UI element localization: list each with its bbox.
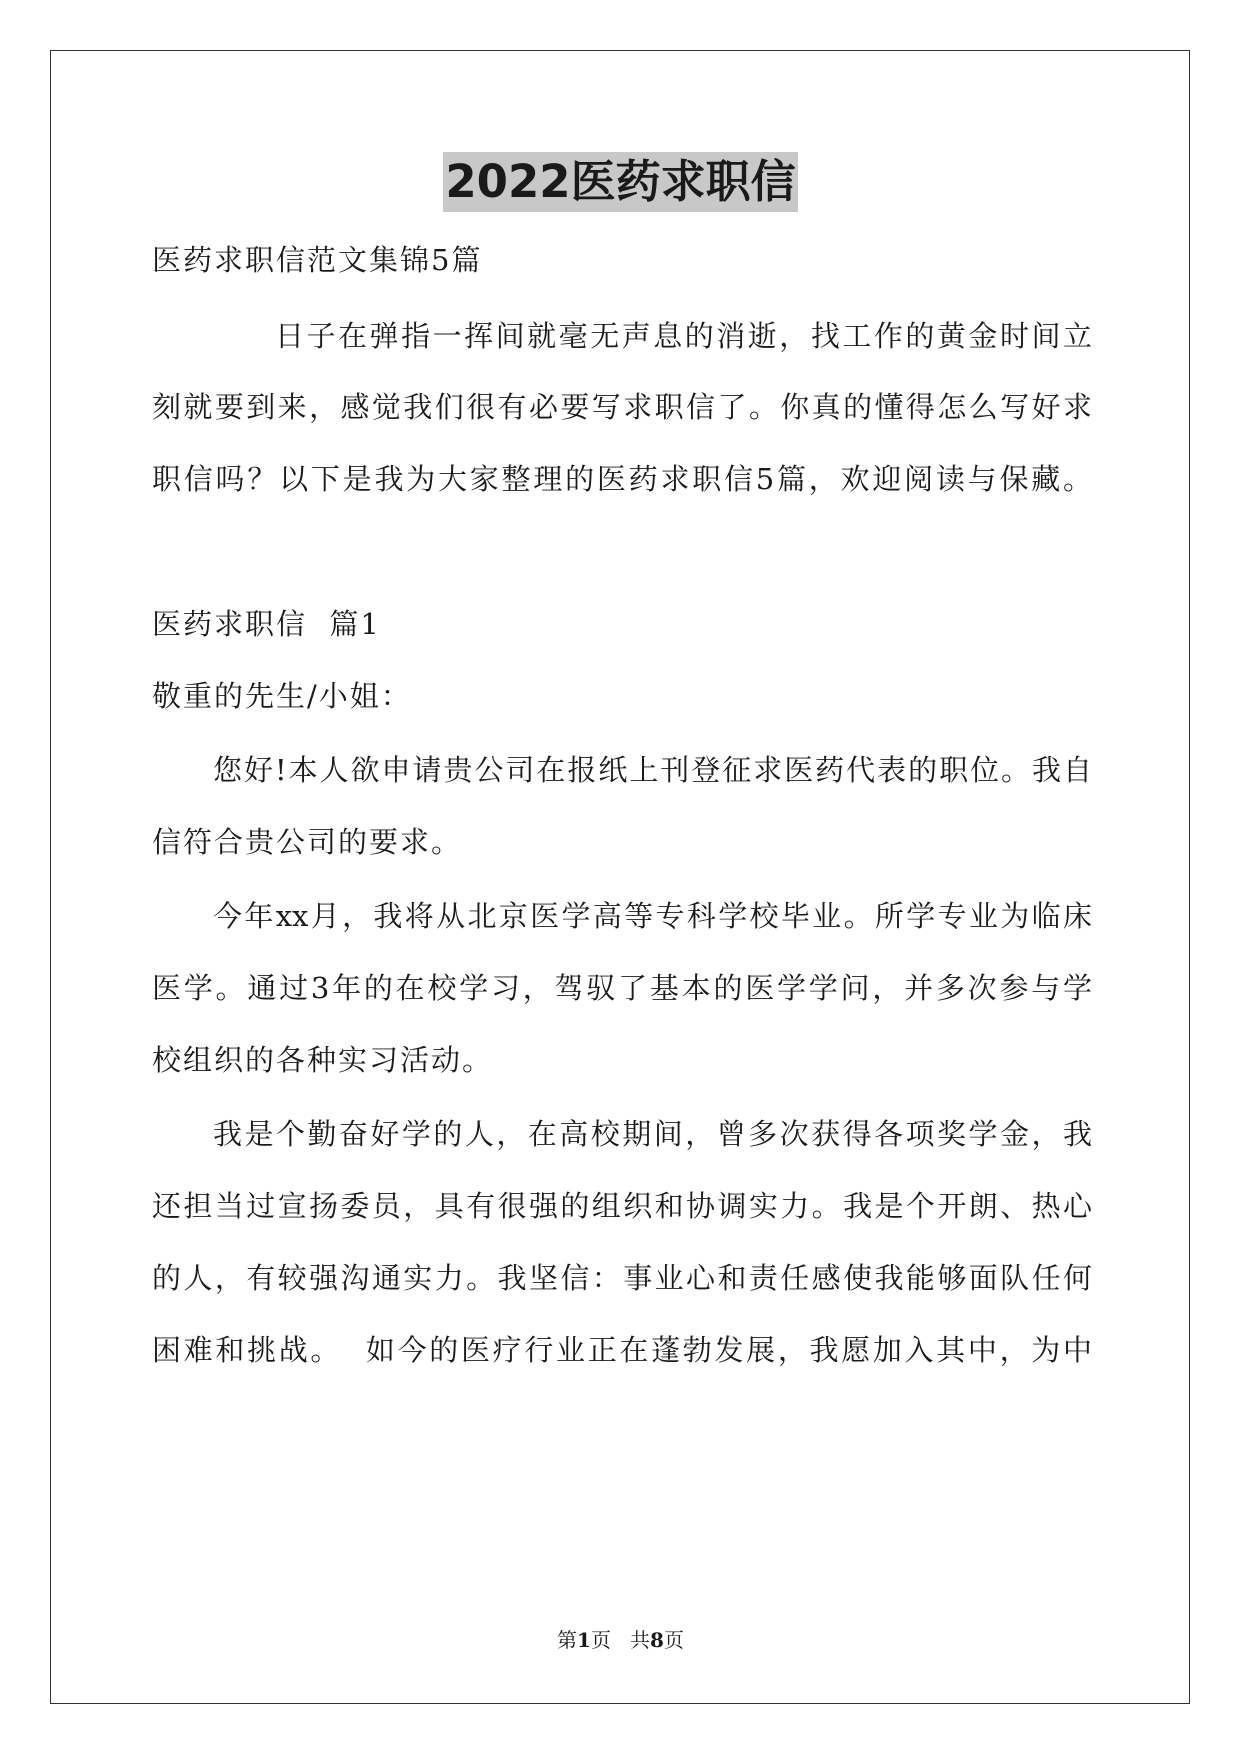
paragraph-2-line-2: 医学。通过3年的在校学习，驾驭了基本的医学学问，并多次参与学: [152, 971, 1092, 1005]
paragraph-2-line-3: 校组织的各种实习活动。: [152, 1043, 494, 1077]
paragraph-3-line-2: 还担当过宣扬委员，具有很强的组织和协调实力。我是个开朗、热心: [152, 1189, 1092, 1223]
paragraph-3-line-3: 的人，有较强沟通实力。我坚信：事业心和责任感使我能够面队任何: [152, 1261, 1092, 1295]
intro-line-1: 日子在弹指一挥间就毫无声息的消逝，找工作的黄金时间立: [275, 319, 1092, 353]
section-heading: 医药求职信 篇1: [152, 607, 381, 641]
paragraph-1-line-2: 信符合贵公司的要求。: [152, 825, 463, 859]
document-title: 2022医药求职信: [443, 152, 797, 212]
subtitle: 医药求职信范文集锦5篇: [152, 243, 483, 277]
footer-prefix: 第: [557, 1628, 578, 1652]
intro-line-3: 职信吗？以下是我为大家整理的医药求职信5篇，欢迎阅读与保藏。: [152, 462, 1092, 496]
footer-suffix: 页: [663, 1628, 684, 1652]
footer-page-number: 1: [577, 1628, 591, 1652]
footer-total-pages: 8: [650, 1628, 664, 1652]
paragraph-2-line-1: 今年xx月，我将从北京医学高等专科学校毕业。所学专业为临床: [213, 899, 1092, 933]
title-container: [0, 152, 1241, 212]
page-border: [50, 50, 1190, 1704]
intro-line-2: 刻就要到来，感觉我们很有必要写求职信了。你真的懂得怎么写好求: [152, 390, 1092, 424]
paragraph-3-line-1: 我是个勤奋好学的人，在高校期间，曾多次获得各项奖学金，我: [213, 1117, 1092, 1151]
salutation: 敬重的先生/小姐：: [152, 679, 412, 713]
page-footer: [0, 1628, 1241, 1652]
footer-mid: 页 共: [590, 1628, 651, 1652]
paragraph-1-line-1: 您好!本人欲申请贵公司在报纸上刊登征求医药代表的职位。我自: [213, 753, 1092, 787]
paragraph-3-line-4: 困难和挑战。 如今的医疗行业正在蓬勃发展，我愿加入其中，为中: [152, 1333, 1092, 1367]
